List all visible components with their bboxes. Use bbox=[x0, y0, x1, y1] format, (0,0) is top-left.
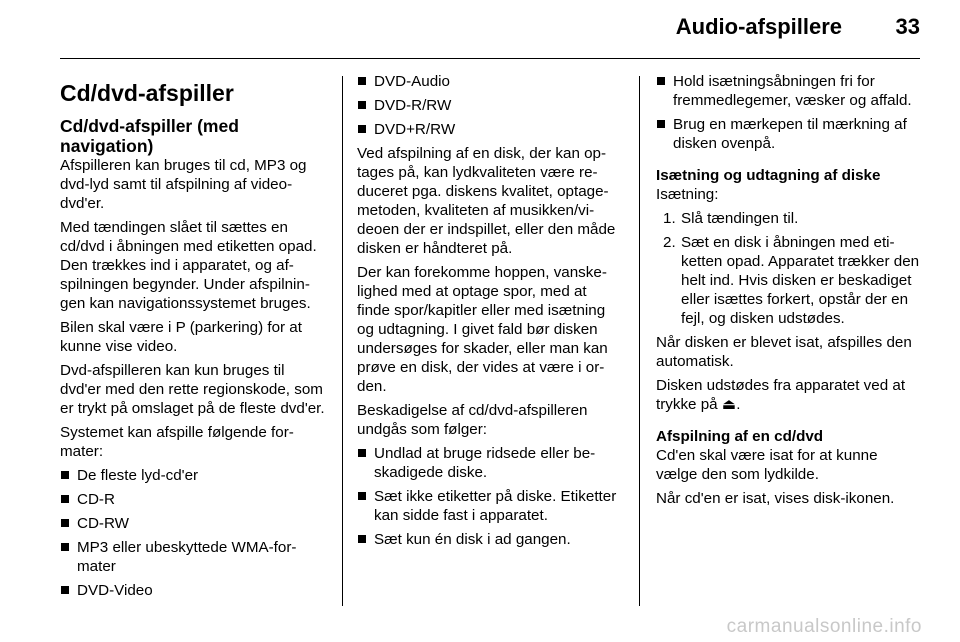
page-number: 33 bbox=[895, 14, 920, 39]
paragraph: Afspilleren kan bruges til cd, MP3 og dvd-lyd samt til afspilning af video-dvd'er. bbox=[60, 157, 307, 212]
format-list bbox=[60, 466, 325, 600]
subsection-title: Cd/dvd-afspiller (med navigation) bbox=[60, 116, 239, 156]
paragraph: Der kan forekomme hoppen, vanskelighed med at optage spor, med at finde spor/kapitler eller med isætning og udtagning. I givet fald bør disken undersøges for skader, eller man kan prøve en disk, der vides at være i orden. bbox=[357, 264, 608, 395]
step-item bbox=[656, 233, 922, 328]
paragraph: Med tændingen slået til sættes en cd/dvd i åbningen med etiketten opad. Den trækkes ind i apparatet, og afspilningen begynder. Under afspilningen kan navigationssystemet bruges. bbox=[60, 219, 317, 312]
insert-label: Isætning: bbox=[656, 186, 719, 203]
paragraph: Systemet kan afspille følgende formater: bbox=[60, 424, 294, 460]
insert-heading: Isætning og udtagning af diske bbox=[656, 167, 881, 184]
step-text: Sæt en disk i åbningen med etiketten opad. Apparatet trækker den helt ind. Hvis disken er beskadiget eller isættes forkert, opstår der en fejl, og disken udstødes. bbox=[681, 234, 920, 327]
list-item: DVD-Video bbox=[60, 581, 325, 600]
eject-end: . bbox=[736, 396, 741, 413]
list-item: De fleste lyd-cd'er bbox=[60, 466, 325, 485]
list-item: DVD-Audio bbox=[357, 72, 622, 91]
eject-icon: ⏏ bbox=[721, 396, 737, 413]
list-item: CD-RW bbox=[60, 514, 325, 533]
paragraph: Når cd'en er isat, vises disk-ikonen. bbox=[656, 490, 895, 507]
list-item: Brug en mærkepen til mærkning af disken ovenpå. bbox=[656, 115, 922, 153]
paragraph: Dvd-afspilleren kan kun bruges til dvd'er med den rette regionskode, som er trykt på omslaget på de fleste dvd'er. bbox=[60, 362, 325, 417]
watermark: carmanualsonline.info bbox=[726, 616, 922, 637]
paragraph: Cd'en skal være isat for at kunne vælge den som lydkilde. bbox=[656, 447, 878, 483]
step-number: 2. bbox=[663, 234, 676, 251]
play-heading: Afspilning af en cd/dvd bbox=[656, 428, 824, 445]
list-item: Sæt kun én disk i ad gangen. bbox=[357, 530, 622, 549]
list-item: DVD+R/RW bbox=[357, 120, 622, 139]
paragraph: Bilen skal være i P (parkering) for at kunne vise video. bbox=[60, 319, 302, 355]
format-list-continued bbox=[357, 72, 622, 139]
step-text: Slå tændingen til. bbox=[681, 210, 799, 227]
list-item: Sæt ikke etiketter på diske. Etiketter kan sidde fast i apparatet. bbox=[357, 487, 622, 525]
paragraph: Beskadigelse af cd/dvd-afspilleren undgås som følger: bbox=[357, 402, 588, 438]
list-item: Undlad at bruge ridsede eller beskadigede diske. bbox=[357, 444, 622, 482]
column-divider-2 bbox=[639, 76, 640, 606]
column-divider-1 bbox=[342, 76, 343, 606]
precaution-list-continued bbox=[656, 72, 922, 153]
column-2 bbox=[357, 72, 622, 554]
list-item: MP3 eller ubeskyttede WMA-formater bbox=[60, 538, 325, 576]
paragraph: Ved afspilning af en disk, der kan optages på, kan lydkvaliteten være reduceret pga. diskens kvalitet, optagemetoden, kvaliteten af musikken/videoen der er indspillet, eller den måde disken er håndteret på. bbox=[357, 145, 616, 257]
insert-steps bbox=[656, 209, 922, 328]
eject-paragraph bbox=[656, 376, 922, 414]
eject-text: Disken udstødes fra apparatet ved at trykke på bbox=[656, 377, 906, 413]
section-title: Cd/dvd-afspiller bbox=[60, 80, 234, 106]
list-item: DVD-R/RW bbox=[357, 96, 622, 115]
list-item: CD-R bbox=[60, 490, 325, 509]
list-item: Hold isætningsåbningen fri for fremmedlegemer, væsker og affald. bbox=[656, 72, 922, 110]
step-item bbox=[656, 209, 922, 228]
paragraph: Når disken er blevet isat, afspilles den automatisk. bbox=[656, 334, 912, 370]
header-rule bbox=[60, 58, 920, 59]
precaution-list bbox=[357, 444, 622, 549]
header-title: Audio-afspillere bbox=[675, 14, 842, 39]
column-1 bbox=[60, 72, 325, 605]
column-3 bbox=[656, 72, 922, 513]
step-number: 1. bbox=[663, 210, 676, 227]
